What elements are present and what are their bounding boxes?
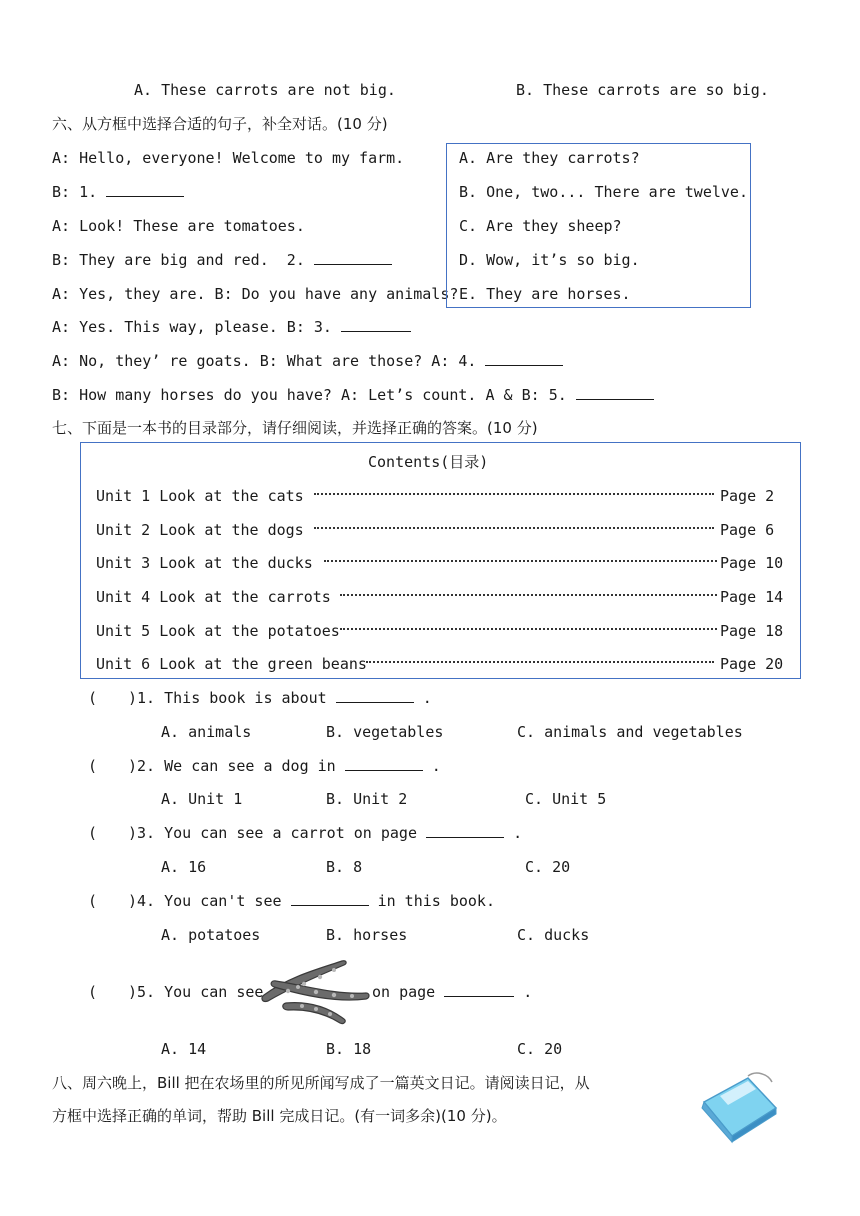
q4-option-c: C. ducks [517,926,590,944]
leader-dots-2 [314,527,714,529]
q1-blank[interactable] [336,688,414,703]
unit-1-title: Unit 1 Look at the cats [96,487,304,505]
q2-option-c: C. Unit 5 [525,790,607,808]
q1-paren[interactable]: ( [88,689,98,707]
q5-paren[interactable]: ( [88,983,98,1001]
contents-title: Contents(目录) [368,453,489,471]
notebook-icon [690,1068,786,1148]
green-beans-icon [258,955,374,1025]
dialog-line-3: A: Look! These are tomatoes. [52,217,305,235]
q2-blank[interactable] [345,756,423,771]
q3-stem: )3. You can see a carrot on page . [128,824,523,842]
option-b: B. One, two... There are twelve. [459,183,748,201]
section6-heading: 六、从方框中选择合适的句子，补全对话。(10 分) [52,115,388,133]
unit-5-page: Page 18 [720,622,784,640]
q4-stem: )4. You can't see in this book. [128,892,495,910]
q2-option-a: A. Unit 1 [161,790,243,808]
q5-option-b: B. 18 [326,1040,372,1058]
unit-4-title: Unit 4 Look at the carrots [96,588,331,606]
dialog-line-6: A: Yes. This way, please. B: 3. [52,317,411,337]
dialog-line-2: B: 1. [52,182,184,202]
unit-6-page: Page 20 [720,655,784,673]
q4-option-a: A. potatoes [161,926,261,944]
q5-stem-start: )5. You can see [128,983,264,1001]
blank-3[interactable] [341,317,411,332]
q2-option-b: B. Unit 2 [326,790,408,808]
option-e: E. They are horses. [459,285,631,303]
dialog-line-4: B: They are big and red. 2. [52,250,392,270]
q4-blank[interactable] [291,891,369,906]
unit-1-page: Page 2 [720,487,775,505]
q4-paren[interactable]: ( [88,892,98,910]
dialog-line-1: A: Hello, everyone! Welcome to my farm. [52,149,405,167]
dialog-line-5: A: Yes, they are. B: Do you have any animals? [52,285,459,303]
blank-5[interactable] [576,385,654,400]
dialog-line-7: A: No, they’ re goats. B: What are those? A: 4. [52,351,563,371]
q1-option-a: A. animals [161,723,252,741]
q1-option-b: B. vegetables [326,723,444,741]
leader-dots-3 [324,560,717,562]
q1-option-c: C. animals and vegetables [517,723,743,741]
blank-4[interactable] [485,351,563,366]
section8-line-2: 方框中选择正确的单词，帮助 Bill 完成日记。(有一词多余)(10 分)。 [52,1107,507,1125]
q2-paren[interactable]: ( [88,757,98,775]
q3-paren[interactable]: ( [88,824,98,842]
q5-blank[interactable] [444,982,514,997]
section8-line-1: 八、周六晚上，Bill 把在农场里的所见所闻写成了一篇英文日记。请阅读日记，从 [52,1074,590,1092]
q5-stem-end: on page . [372,983,533,1001]
unit-5-title: Unit 5 Look at the potatoes [96,622,340,640]
top-option-a: A. These carrots are not big. [134,81,396,99]
q3-blank[interactable] [426,823,504,838]
q1-stem: )1. This book is about . [128,689,432,707]
q3-option-c: C. 20 [525,858,571,876]
unit-3-title: Unit 3 Look at the ducks [96,554,313,572]
blank-2[interactable] [314,250,392,265]
leader-dots-6 [366,661,714,663]
unit-4-page: Page 14 [720,588,784,606]
q4-option-b: B. horses [326,926,408,944]
q2-stem: )2. We can see a dog in . [128,757,441,775]
leader-dots-5 [340,628,717,630]
unit-2-title: Unit 2 Look at the dogs [96,521,304,539]
section7-heading: 七、下面是一本书的目录部分，请仔细阅读，并选择正确的答案。(10 分) [52,419,538,437]
option-c: C. Are they sheep? [459,217,622,235]
unit-3-page: Page 10 [720,554,784,572]
q5-option-c: C. 20 [517,1040,563,1058]
dialog-line-8: B: How many horses do you have? A: Let’s count. A & B: 5. [52,385,654,405]
option-a: A. Are they carrots? [459,149,640,167]
leader-dots-1 [314,493,714,495]
unit-2-page: Page 6 [720,521,775,539]
option-d: D. Wow, it’s so big. [459,251,640,269]
q3-option-a: A. 16 [161,858,207,876]
blank-1[interactable] [106,182,184,197]
leader-dots-4 [340,594,717,596]
top-option-b: B. These carrots are so big. [516,81,769,99]
q3-option-b: B. 8 [326,858,363,876]
q5-option-a: A. 14 [161,1040,207,1058]
unit-6-title: Unit 6 Look at the green beans [96,655,367,673]
